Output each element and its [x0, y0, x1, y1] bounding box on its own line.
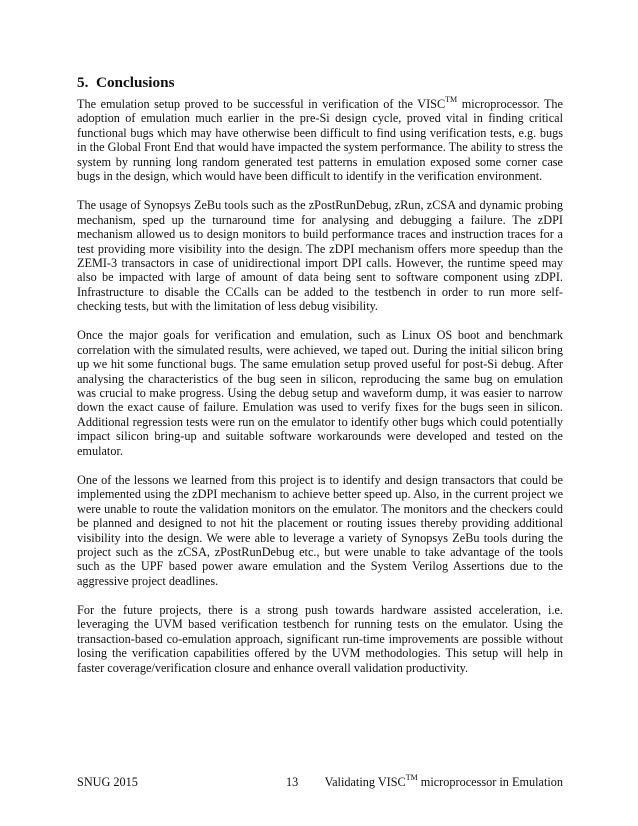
paragraph-5: For the future projects, there is a strong push towards hardware assisted acceleration, i.e. leveraging the UVM based verification testbench for running tests on the emulator. Using the transaction-based co-emulation approach, significant run-time improvements are possible without losing the verification capabilities offered by the UVM methodologies. This setup will help in faster coverage/verification closure and enhance overall validation productivity. — [77, 602, 563, 675]
section-heading — [77, 74, 563, 92]
paragraph-4: One of the lessons we learned from this project is to identify and design transactors that could be implemented using the zDPI mechanism to achieve better speed up. Also, in the current project we were unable to route the validation monitors on the emulator. The monitors and the checkers could be planned and designed to not hit the placement or routing issues thereby providing additional visibility into the design. We were able to leverage a variety of Synopsys ZeBu tools during the project such as the zCSA, zPostRunDebug etc., but were unable to take advantage of the tools such as the UPF based power aware emulation and the System Verilog Assertions due to the aggressive project deadlines. — [77, 472, 563, 588]
paragraph-3: Once the major goals for verification and emulation, such as Linux OS boot and benchmark correlation with the simulated results, were achieved, we taped out. During the initial silicon bring up we hit some functional bugs. The same emulation setup proved useful for post-Si debug. After analysing the characteristics of the bug seen in silicon, reproducing the same bug on emulation was crucial to make progress. Using the debug setup and waveform dump, it was easier to narrow down the exact cause of failure. Emulation was used to verify fixes for the bugs seen in silicon. Additional regression tests were run on the emulator to identify other bugs which could potentially impact silicon bring-up and suitable software workarounds were developed and tested on the emulator. — [77, 328, 563, 458]
section-number: 5. — [77, 74, 89, 91]
footer-title — [324, 772, 563, 789]
paragraph-1-rest: microprocessor. The adoption of emulation much earlier in the pre-Si design cycle, proved vital in finding critical functional bugs which may have otherwise been difficult to find using verification tests, e.g. bugs in the Global Front End that would have impacted the system performance. The ability to stress the system by running long random generated test patterns in emulation exposed some corner case bugs in the design, which would have been difficult to identify in the verification environment. — [77, 97, 563, 184]
page-content — [77, 74, 563, 690]
trademark-superscript: TM — [445, 94, 458, 104]
paragraph-1 — [77, 94, 563, 184]
footer-title-start: Validating VISC — [324, 775, 406, 789]
paragraph-2: The usage of Synopsys ZeBu tools such as the zPostRunDebug, zRun, zCSA and dynamic probing mechanism, sped up the turnaround time for analysing and debugging a failure. The zDPI mechanism allowed us to design monitors to build performance traces and instruction traces for a test providing more visibility into the design. The zDPI mechanism offers more speedup than the ZEMI-3 transactors in case of unidirectional import DPI calls. However, the runtime speed may also be impacted with large of amount of data being sent to software component using zDPI. Infrastructure to disable the CCalls can be added to the testbench in order to run more self-checking tests, but with the limitation of less debug visibility. — [77, 198, 563, 314]
footer-conference: SNUG 2015 — [77, 775, 138, 789]
paragraph-1-start: The emulation setup proved to be successful in verification of the VISC — [77, 97, 446, 111]
footer-trademark-superscript: TM — [405, 772, 418, 782]
footer-title-rest: microprocessor in Emulation — [417, 775, 563, 789]
section-title: Conclusions — [95, 74, 175, 91]
footer-page-number: 13 — [286, 775, 299, 789]
